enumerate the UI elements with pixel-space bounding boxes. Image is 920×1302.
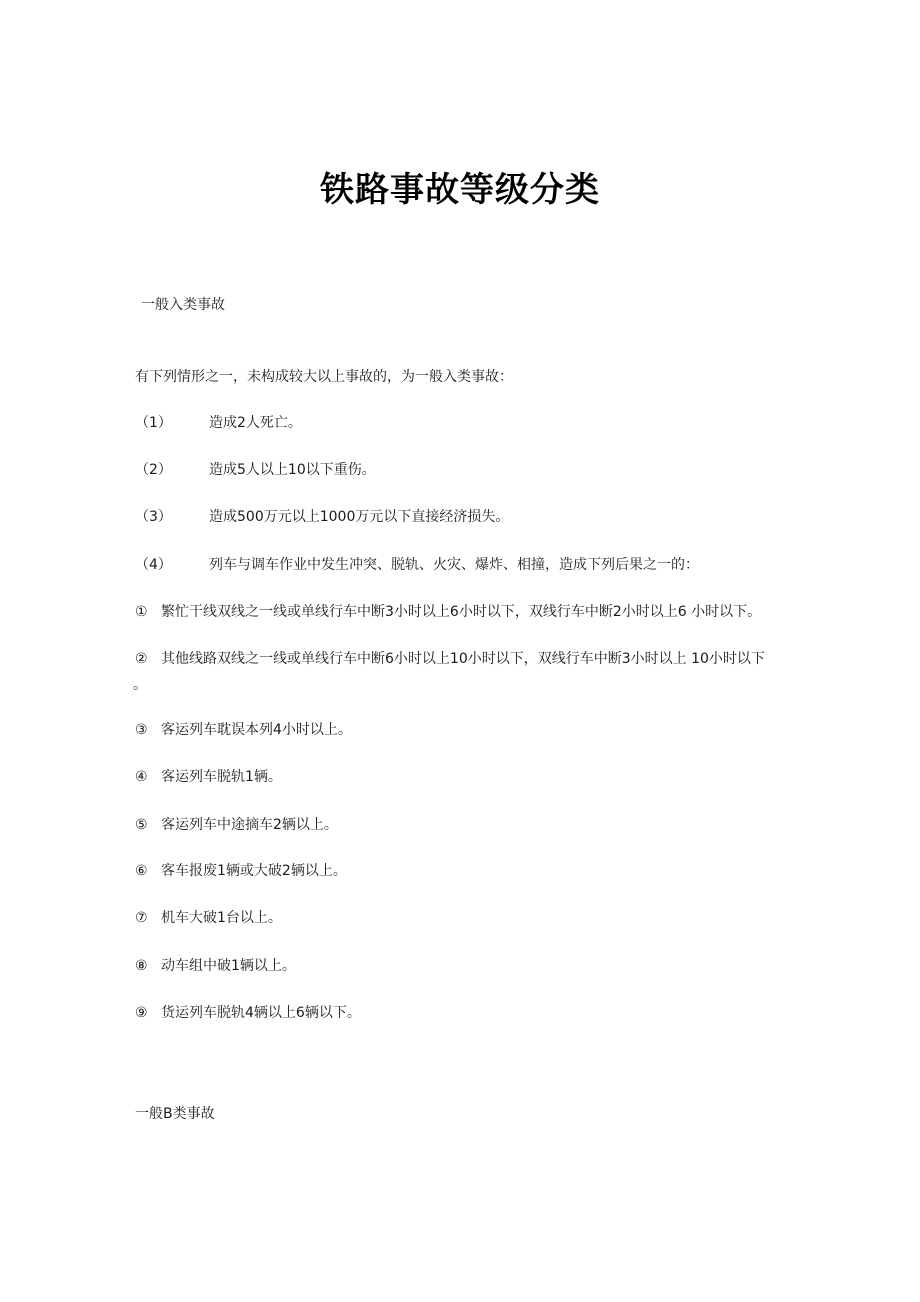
item-number: （4）	[135, 557, 172, 573]
sub-item	[135, 815, 338, 835]
sub-item	[135, 908, 282, 928]
sub-item	[135, 956, 296, 976]
sub-item-text: 客运列车中途摘车2辆以上。	[161, 817, 338, 833]
sub-item-text: 客车报废1辆或大破2辆以上。	[161, 863, 347, 879]
intro-paragraph: 有下列情形之一，未构成较大以上事故的，为一般入类事故：	[135, 369, 513, 385]
sub-item-mark: ④	[135, 769, 148, 785]
sub-item-mark: ①	[135, 604, 148, 620]
sub-item-text: 机车大破1台以上。	[161, 910, 282, 926]
sub-item-mark: ②	[135, 651, 148, 667]
sub-item-text: 客运列车脱轨1辆。	[161, 769, 282, 785]
sub-item-mark: ③	[135, 722, 148, 738]
numbered-item	[135, 555, 699, 575]
sub-item-text: 货运列车脱轨4辆以上6辆以下。	[161, 1005, 361, 1021]
sub-item-text: 繁忙干线双线之一线或单线行车中断3小时以上6小时以下，双线行车中断2小时以上6 小时以下。	[161, 604, 762, 620]
sub-item-continuation: 。	[133, 677, 147, 693]
sub-item	[135, 649, 765, 669]
sub-item	[135, 1003, 361, 1023]
sub-item-mark: ⑥	[135, 863, 148, 879]
sub-item-text: 客运列车耽误本列4小时以上。	[161, 722, 352, 738]
sub-item-text: 其他线路双线之一线或单线行车中断6小时以上10小时以下，双线行车中断3小时以上 10小时以下	[161, 651, 765, 667]
numbered-item	[135, 413, 302, 433]
item-text: 列车与调车作业中发生冲突、脱轨、火灾、爆炸、相撞，造成下列后果之一的：	[209, 557, 699, 573]
document-title: 铁路事故等级分类	[320, 170, 600, 210]
item-text: 造成500万元以上1000万元以下直接经济损失。	[209, 509, 510, 525]
sub-item	[135, 767, 282, 787]
sub-item-mark: ⑨	[135, 1005, 148, 1021]
numbered-item	[135, 507, 509, 527]
numbered-item	[135, 460, 376, 480]
item-number: （3）	[135, 509, 172, 525]
sub-item-mark: ⑤	[135, 817, 148, 833]
sub-item	[135, 861, 347, 881]
sub-item	[135, 720, 352, 740]
item-text: 造成5人以上10以下重伤。	[209, 462, 376, 478]
item-text: 造成2人死亡。	[209, 415, 302, 431]
sub-item-mark: ⑧	[135, 958, 148, 974]
section-b-heading: 一般B类事故	[135, 1106, 215, 1122]
sub-item-mark: ⑦	[135, 910, 148, 926]
sub-item-text: 动车组中破1辆以上。	[161, 958, 296, 974]
section-a-heading: 一般入类事故	[141, 297, 225, 313]
sub-item	[135, 602, 761, 622]
item-number: （1）	[135, 415, 172, 431]
item-number: （2）	[135, 462, 172, 478]
